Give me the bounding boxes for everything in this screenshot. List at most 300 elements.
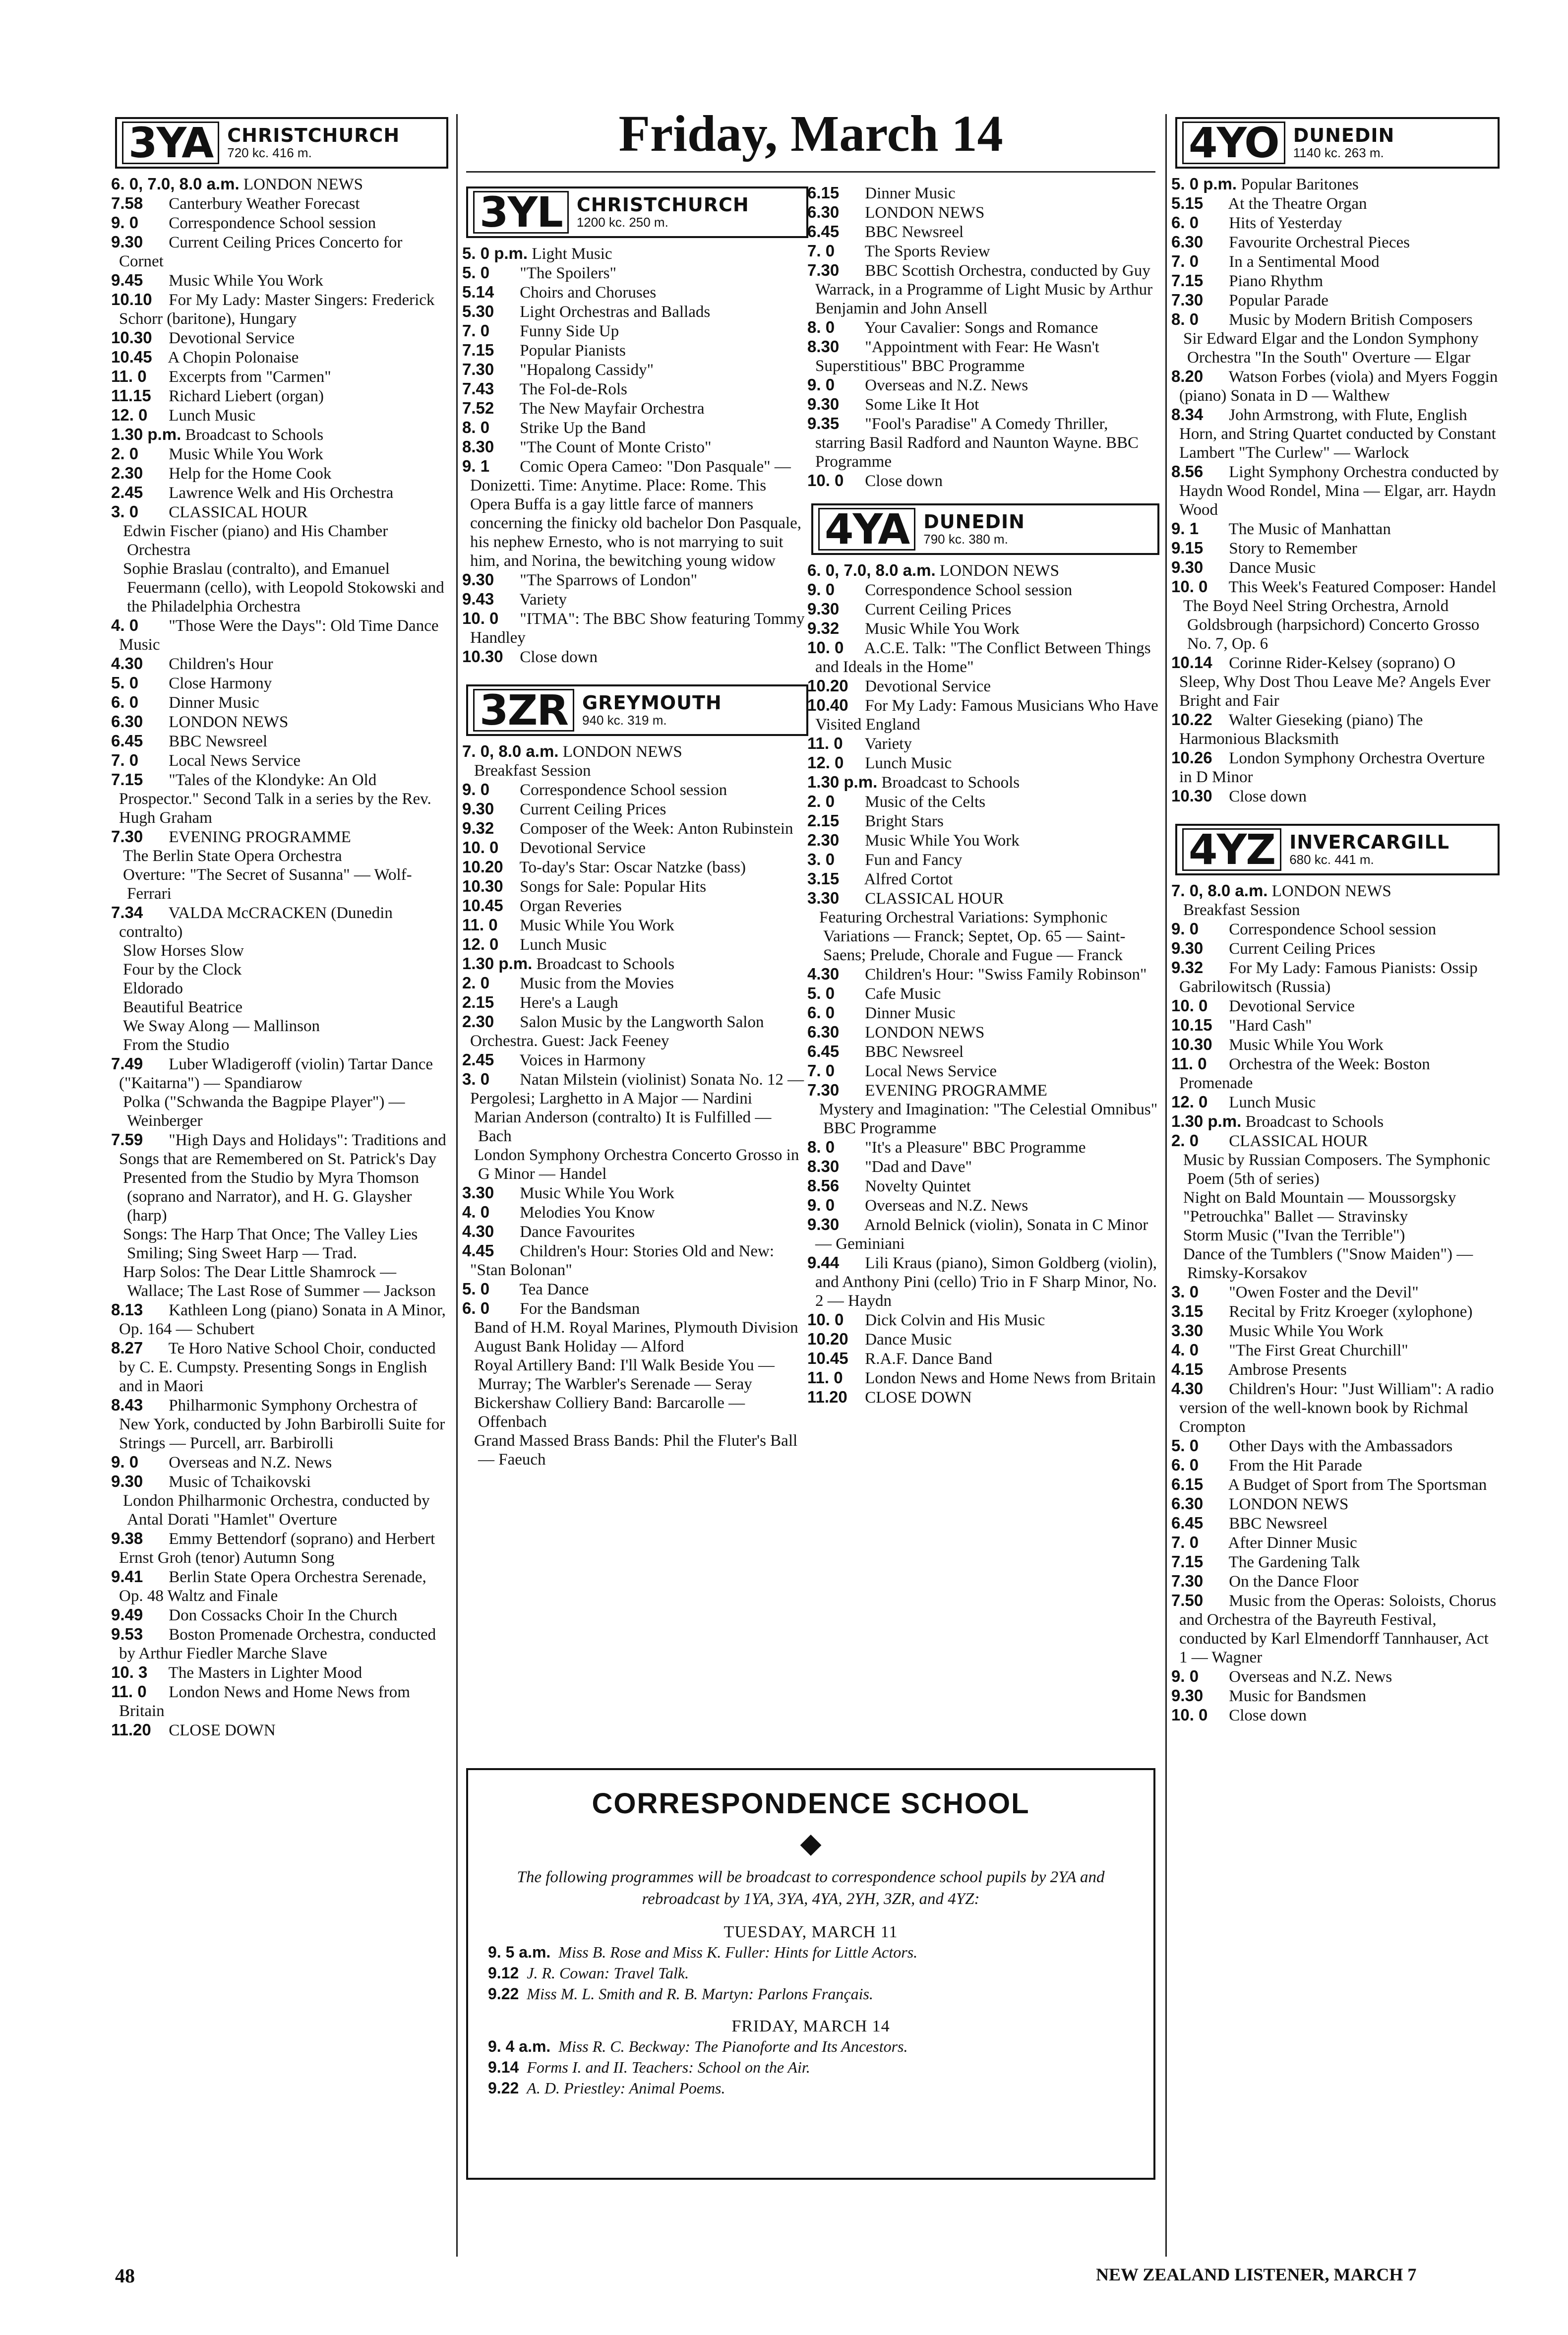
programme-time: 10.20: [807, 676, 848, 695]
programme-title: CLASSICAL HOUR: [169, 503, 308, 521]
programme-title: Composer of the Week: Anton Rubinstein: [520, 820, 793, 838]
programme-time: 9. 0: [1171, 920, 1199, 938]
programme-item: [1171, 213, 1500, 233]
programme-title: Salon Music by the Langworth Salon Orchestra. Guest: Jack Feeney: [470, 1013, 764, 1050]
programme-time: 10. 0: [462, 838, 499, 857]
programme-title: Arnold Belnick (violin), Sonata in C Minor — Geminiani: [815, 1216, 1148, 1253]
programme-title: Help for the Home Cook: [169, 465, 332, 483]
programme-item: [1171, 462, 1500, 519]
programme-title: Music While You Work: [520, 1184, 674, 1202]
programme-item: [462, 244, 808, 263]
programme-time: 10.45: [462, 896, 503, 915]
programme-title: Local News Service: [169, 752, 301, 770]
programme-title: Band of H.M. Royal Marines, Plymouth Division: [474, 1319, 798, 1337]
programme-time: 10.15: [1171, 1016, 1212, 1034]
station-callsign: 3ZR: [473, 689, 574, 732]
programme-item: [807, 1330, 1159, 1349]
programme-time: 10. 0: [807, 471, 844, 490]
programme-item: [1171, 405, 1500, 462]
programme-time: 12. 0: [1171, 1093, 1208, 1111]
programme-item: [1171, 519, 1500, 539]
programme-title: Natan Milstein (violinist) Sonata No. 12 — Pergolesi; Larghetto in A Major — Nardini: [470, 1071, 804, 1107]
programme-time: 8. 0: [807, 318, 835, 336]
station-header-3yl: [466, 186, 808, 238]
programme-title: Music from the Movies: [520, 975, 674, 992]
programme-item: [1175, 597, 1500, 653]
programme-time: 7. 0: [1171, 1533, 1199, 1551]
programme-item: [807, 965, 1159, 984]
programme-title: For My Lady: Famous Musicians Who Have Visited England: [815, 697, 1158, 734]
programme-title: Children's Hour: "Swiss Family Robinson": [865, 966, 1147, 983]
programme-time: 10.30: [462, 877, 503, 895]
programme-item: [1171, 1379, 1500, 1436]
station-frequency: 940 kc. 319 m.: [582, 713, 667, 728]
programme-title: Music of the Celts: [865, 793, 986, 811]
programme-time: 2.15: [462, 993, 494, 1011]
title-rule: [466, 171, 1155, 173]
programme-title: Music for Bandsmen: [1229, 1687, 1367, 1705]
station-header-4ya: [811, 503, 1159, 555]
correspondence-item: [468, 2036, 1153, 2057]
programme-time: 8.43: [111, 1396, 143, 1414]
programme-title: London Symphony Orchestra Overture in D Minor: [1179, 749, 1485, 786]
programme-time: 9. 1: [1171, 519, 1199, 538]
programme-item: [1171, 558, 1500, 577]
programme-item: [111, 425, 448, 444]
diamond-icon: ◆: [800, 1828, 822, 1859]
programme-time: 11. 0: [807, 734, 843, 752]
programme-item: [807, 869, 1159, 889]
programme-title: Recital by Fritz Kroeger (xylophone): [1229, 1303, 1473, 1321]
station-header-4yo: [1175, 117, 1500, 169]
programme-item: [462, 1299, 808, 1318]
programme-time: 9. 0: [807, 580, 835, 599]
programme-item: [807, 1176, 1159, 1196]
programme-time: 4. 0: [111, 616, 139, 634]
programme-time: 5. 0: [462, 263, 490, 282]
programme-item: [111, 616, 448, 654]
programme-time: 7.34: [111, 903, 143, 922]
programme-title: Overseas and N.Z. News: [865, 1197, 1028, 1215]
programme-item: [462, 1012, 808, 1050]
programme-title: A Chopin Polonaise: [168, 349, 299, 367]
programme-title: "It's a Pleasure" BBC Programme: [865, 1139, 1086, 1157]
programme-time: 9.32: [1171, 958, 1204, 977]
station-info: [923, 512, 1025, 547]
programme-item: [1171, 1283, 1500, 1302]
programme-title: Music by Russian Composers. The Symphonic Poem (5th of series): [1183, 1151, 1491, 1188]
programme-item: [111, 464, 448, 483]
programme-item: [807, 561, 1159, 580]
programme-item: [111, 1682, 448, 1721]
programme-title: LONDON NEWS: [1271, 882, 1391, 900]
programme-time: 9.30: [1171, 1686, 1204, 1705]
programme-title: Close Harmony: [169, 675, 272, 692]
column-3ya: [111, 114, 448, 1740]
programme-title: Dick Colvin and His Music: [865, 1311, 1045, 1329]
footer-masthead: NEW ZEALAND LISTENER, MARCH 7: [1096, 2265, 1417, 2284]
programme-time: 7.15: [462, 341, 494, 359]
programme-title: From the Studio: [123, 1036, 230, 1054]
programme-time: 4. 0: [1171, 1341, 1199, 1359]
programme-title: Bickershaw Colliery Band: Barcarolle — Offenbach: [474, 1394, 745, 1431]
programme-time: 9.30: [807, 600, 840, 618]
programme-item: [111, 751, 448, 770]
programme-title: Correspondence School session: [169, 214, 376, 232]
programme-item: [462, 954, 808, 974]
programme-time: 1.30 p.m.: [462, 954, 533, 973]
programme-item: [807, 1042, 1159, 1061]
programme-time: 3. 0: [1171, 1283, 1199, 1301]
programme-title: LONDON NEWS: [243, 176, 363, 193]
column-rule: [456, 114, 458, 2257]
correspondence-topic: Forms I. and II. Teachers: School on the Air.: [527, 2058, 810, 2076]
programme-time: 7.58: [111, 194, 143, 212]
programme-title: Overseas and N.Z. News: [1229, 1668, 1392, 1686]
programme-item: [1175, 1245, 1500, 1283]
programme-time: 7. 0: [462, 321, 490, 340]
programme-title: Variety: [519, 591, 567, 609]
correspondence-item: [468, 1983, 1153, 2004]
programme-item: [462, 819, 808, 838]
programme-item: [807, 850, 1159, 869]
programme-item: [111, 1625, 448, 1663]
programme-time: 7.15: [111, 770, 143, 789]
programme-item: [111, 1663, 448, 1682]
programme-time: 4. 0: [462, 1203, 490, 1221]
programme-time: 9. 1: [462, 457, 490, 475]
column-4yo-4yz: [1171, 114, 1500, 1725]
programme-title: Emmy Bettendorf (soprano) and Herbert Ernst Groh (tenor) Autumn Song: [119, 1530, 435, 1567]
programme-item: [111, 367, 448, 386]
programme-time: 10.30: [1171, 1035, 1212, 1053]
station-callsign: 4YA: [818, 508, 915, 551]
programme-item: [115, 1093, 448, 1130]
programme-title: Dinner Music: [865, 184, 956, 202]
programme-title: Favourite Orchestral Pieces: [1229, 234, 1410, 251]
programme-time: 6.30: [1171, 233, 1204, 251]
programme-title: For My Lady: Famous Pianists: Ossip Gabrilowitsch (Russia): [1179, 959, 1478, 996]
programme-time: 9.15: [1171, 539, 1204, 557]
programme-time: 6. 0: [462, 1299, 490, 1317]
correspondence-time: 9.22: [488, 1985, 519, 2003]
programme-title: The Music of Manhattan: [1228, 520, 1391, 538]
programme-title: Current Ceiling Prices: [865, 601, 1012, 618]
programme-item: [115, 1036, 448, 1054]
programme-item: [115, 979, 448, 998]
programme-title: EVENING PROGRAMME: [169, 828, 351, 846]
programme-title: "Fool's Paradise" A Comedy Thriller, starring Basil Radford and Naunton Wayne. BBC Programme: [815, 415, 1139, 471]
programme-title: Dinner Music: [865, 1004, 956, 1022]
programme-item: [1171, 1706, 1500, 1725]
programme-item: [807, 600, 1159, 619]
programme-item: [111, 1300, 448, 1339]
programme-time: 2. 0: [111, 444, 139, 463]
programme-item: [462, 418, 808, 437]
programme-item: [462, 1050, 808, 1070]
correspondence-topic: A. D. Priestley: Animal Poems.: [527, 2079, 725, 2097]
programme-item: [111, 732, 448, 751]
day-heading-tuesday: TUESDAY, MARCH 11: [724, 1923, 898, 1941]
programme-item: [1171, 1131, 1500, 1151]
programme-title: "Hopalong Cassidy": [520, 361, 654, 379]
correspondence-school-box: [466, 1768, 1155, 2180]
programme-item: [111, 693, 448, 712]
programme-title: Correspondence School session: [1229, 921, 1437, 938]
programme-title: The Fol-de-Rols: [519, 380, 627, 398]
programme-item: [1171, 958, 1500, 996]
programme-time: 5. 0: [1171, 1436, 1199, 1455]
programme-title: John Armstrong, with Flute, English Horn, and String Quartet conducted by Constant Lambert "The Curlew" — Warlock: [1179, 406, 1496, 462]
programme-item: [462, 399, 808, 418]
programme-item: [807, 638, 1159, 676]
programme-title: "Dad and Dave": [865, 1158, 972, 1176]
programme-time: 11.20: [111, 1721, 151, 1739]
programme-item: [1171, 1475, 1500, 1494]
programme-title: London Symphony Orchestra Concerto Grosso in G Minor — Handel: [474, 1146, 799, 1183]
programme-item: [111, 674, 448, 693]
programme-time: 2. 0: [462, 974, 490, 992]
programme-time: 8. 0: [1171, 310, 1199, 328]
programme-title: Polka ("Schwanda the Bagpipe Player") — Weinberger: [123, 1093, 405, 1130]
programme-time: 4.30: [807, 965, 840, 983]
programme-title: Dinner Music: [169, 694, 259, 712]
programme-title: Current Ceiling Prices Concerto for Cornet: [119, 234, 403, 270]
programme-title: Marian Anderson (contralto) It is Fulfilled — Bach: [474, 1108, 772, 1145]
programme-item: [462, 780, 808, 799]
programme-time: 7.52: [462, 399, 494, 417]
programme-time: 7.30: [1171, 291, 1204, 309]
programme-title: Sophie Braslau (contralto), and Emanuel Feuermann (cello), with Leopold Stokowski and the Philadelphia Orchestra: [123, 560, 444, 615]
programme-item: [115, 960, 448, 979]
programme-item: [1171, 1533, 1500, 1552]
programme-item: [1175, 1188, 1500, 1207]
programme-time: 7. 0: [1171, 252, 1199, 270]
friday-list: [468, 2036, 1153, 2098]
programme-title: Overture: "The Secret of Susanna" — Wolf-Ferrari: [123, 866, 412, 903]
programme-item: [807, 773, 1159, 792]
programme-item: [807, 184, 1159, 203]
programme-title: Philharmonic Symphony Orchestra of New York, conducted by John Barbirolli Suite for Strings — Purcell, arr. Barbirolli: [119, 1397, 445, 1452]
programme-item: [1171, 653, 1500, 710]
programme-title: Lunch Music: [865, 754, 952, 772]
programme-item: [111, 348, 448, 367]
programme-time: 11. 0: [462, 916, 498, 934]
programme-item: [115, 1017, 448, 1036]
programme-time: 9.32: [462, 819, 494, 837]
programme-time: 9.30: [462, 799, 494, 818]
programme-time: 10. 0: [1171, 996, 1208, 1015]
programme-time: 8.27: [111, 1339, 143, 1357]
programme-title: LONDON NEWS: [939, 562, 1059, 580]
programme-item: [807, 222, 1159, 242]
programme-time: 10.40: [807, 696, 848, 714]
programme-item: [1171, 920, 1500, 939]
programme-title: Popular Pianists: [520, 342, 626, 360]
station-city: CHRISTCHURCH: [576, 194, 749, 216]
programme-time: 9.32: [807, 619, 840, 637]
programme-item: [807, 1310, 1159, 1330]
programme-time: 7.50: [1171, 1591, 1204, 1609]
programme-title: Tea Dance: [519, 1281, 589, 1298]
programme-time: 11. 0: [807, 1368, 843, 1387]
programme-item: [466, 1108, 808, 1146]
programme-time: 2.30: [807, 831, 840, 849]
programme-time: 2.45: [111, 483, 143, 501]
programme-title: Lunch Music: [520, 936, 607, 954]
programme-item: [1171, 271, 1500, 291]
programme-title: "Petrouchka" Ballet — Stravinsky: [1183, 1208, 1408, 1226]
programme-item: [111, 502, 448, 522]
programme-item: [462, 896, 808, 916]
programme-item: [111, 483, 448, 502]
programme-time: 11.20: [807, 1388, 847, 1406]
station-info: [582, 693, 722, 728]
programme-title: Close down: [1229, 1707, 1307, 1724]
programme-item: [1175, 329, 1500, 367]
programme-item: [462, 437, 808, 457]
programme-time: 6. 0: [111, 693, 139, 711]
programme-time: 9. 0: [807, 375, 835, 394]
programme-time: 7.30: [807, 261, 840, 279]
day-heading-friday: FRIDAY, MARCH 14: [731, 2017, 890, 2035]
programme-title: Bright Stars: [865, 812, 944, 830]
programme-title: R.A.F. Dance Band: [865, 1350, 992, 1368]
page-number: 48: [115, 2265, 135, 2287]
programme-item: [462, 838, 808, 858]
programme-item: [462, 263, 808, 283]
programme-item: [807, 1349, 1159, 1368]
programme-title: Dance Music: [865, 1331, 952, 1349]
programme-item: [111, 328, 448, 348]
programme-time: 3. 0: [462, 1070, 490, 1088]
programme-item: [1171, 1341, 1500, 1360]
programme-time: 3.30: [807, 889, 840, 907]
programme-item: [111, 386, 448, 406]
station-city: DUNEDIN: [923, 511, 1025, 533]
programme-item: [466, 761, 808, 780]
programme-item: [1171, 1112, 1500, 1131]
programme-title: Lili Kraus (piano), Simon Goldberg (violin), and Anthony Pini (cello) Trio in F Sharp Minor, No. 2 — Haydn: [815, 1254, 1157, 1310]
programme-title: The Masters in Lighter Mood: [168, 1664, 362, 1682]
programme-item: [807, 1368, 1159, 1388]
programme-time: 10.45: [807, 1349, 848, 1367]
programme-title: Correspondence School session: [865, 581, 1073, 599]
programme-item: [111, 233, 448, 271]
programme-title: Watson Forbes (viola) and Myers Foggin (piano) Sonata in D — Walthew: [1179, 368, 1498, 405]
station-callsign: 3YA: [122, 122, 219, 164]
programme-item: [1175, 1226, 1500, 1245]
programme-title: We Sway Along — Mallinson: [123, 1017, 320, 1035]
programme-item: [111, 444, 448, 464]
programme-title: Close down: [865, 472, 943, 490]
programme-title: Popular Baritones: [1241, 176, 1359, 193]
programme-item: [462, 1203, 808, 1222]
programme-time: 10. 0: [1171, 577, 1208, 596]
programme-item: [1171, 1572, 1500, 1591]
programme-title: Light Orchestras and Ballads: [520, 303, 711, 321]
programme-title: Piano Rhythm: [1229, 272, 1324, 290]
programme-time: 10.30: [1171, 787, 1212, 805]
programme-item: [807, 375, 1159, 395]
programme-item: [1171, 710, 1500, 748]
programme-item: [1171, 939, 1500, 958]
programme-title: For My Lady: Master Singers: Frederick Schorr (baritone), Hungary: [119, 291, 435, 328]
programme-time: 3. 0: [111, 502, 139, 521]
programme-item: [807, 619, 1159, 638]
programme-time: 5. 0: [111, 674, 139, 692]
programme-title: Funny Side Up: [520, 322, 619, 340]
programme-time: 7.43: [462, 379, 494, 398]
correspondence-intro: The following programmes will be broadcast to correspondence school pupils by 2YA and rebroadcast by 1YA, 3YA, 4YA, 2YH, 3ZR, and 4YZ:: [517, 1868, 1105, 1908]
programme-time: 5. 0 p.m.: [1171, 175, 1237, 193]
programme-time: 8.13: [111, 1300, 143, 1319]
programme-time: 5. 0: [462, 1280, 490, 1298]
correspondence-title: CORRESPONDENCE SCHOOL: [592, 1787, 1030, 1820]
programme-item: [807, 414, 1159, 471]
programme-time: 10.22: [1171, 710, 1212, 729]
programme-item: [462, 1280, 808, 1299]
programme-time: 1.30 p.m.: [1171, 1112, 1242, 1130]
programme-time: 9.44: [807, 1253, 840, 1272]
programme-title: Devotional Service: [169, 329, 295, 347]
programme-item: [115, 1263, 448, 1300]
programme-time: 8.30: [807, 1157, 840, 1175]
programme-title: Grand Massed Brass Bands: Phil the Fluter's Ball — Faeuch: [474, 1432, 798, 1469]
programme-item: [462, 799, 808, 819]
programme-item: [1171, 291, 1500, 310]
programme-item: [111, 903, 448, 941]
programme-item: [1171, 1456, 1500, 1475]
programme-time: 6.15: [1171, 1475, 1204, 1493]
programme-item: [807, 889, 1159, 908]
programme-title: Canterbury Weather Forecast: [169, 195, 360, 213]
programme-item: [462, 590, 808, 609]
programme-time: 8.56: [1171, 462, 1204, 481]
programme-time: 9. 0: [111, 1453, 139, 1471]
programme-title: Ambrose Presents: [1228, 1361, 1347, 1379]
programme-title: August Bank Holiday — Alford: [474, 1338, 684, 1355]
programme-item: [466, 1318, 808, 1337]
station-info: [1289, 832, 1449, 867]
programme-title: Music of Tchaikovski: [169, 1473, 311, 1491]
programme-item: [1171, 996, 1500, 1016]
page-title: Friday, March 14: [618, 105, 1003, 162]
programme-item: [807, 831, 1159, 850]
programme-title: Alfred Cortot: [864, 870, 953, 888]
programme-time: 10.30: [111, 328, 152, 347]
programme-time: 11. 0: [111, 1682, 147, 1701]
programme-title: Strike Up the Band: [520, 419, 646, 437]
programme-title: Four by the Clock: [123, 961, 242, 979]
station-info: [577, 195, 749, 230]
programme-title: VALDA McCRACKEN (Dunedin contralto): [119, 904, 393, 941]
programme-title: "Tales of the Klondyke: An Old Prospector." Second Talk in a series by the Rev. Hugh Graham: [119, 771, 431, 827]
correspondence-time: 9. 5 a.m.: [488, 1943, 551, 1961]
programme-title: At the Theatre Organ: [1228, 195, 1367, 213]
programme-item: [462, 1241, 808, 1280]
programme-item: [462, 283, 808, 302]
programme-time: 6. 0: [1171, 213, 1199, 232]
programme-time: 12. 0: [462, 935, 499, 953]
programme-title: Devotional Service: [865, 677, 991, 695]
programme-item: [807, 1388, 1159, 1407]
programme-title: To-day's Star: Oscar Natzke (bass): [519, 859, 746, 876]
programme-item: [1171, 1035, 1500, 1054]
programme-time: 9.30: [111, 1472, 143, 1490]
correspondence-topic: J. R. Cowan: Travel Talk.: [527, 1964, 689, 1982]
programme-title: Children's Hour: Stories Old and New: "Stan Bolonan": [470, 1242, 775, 1279]
